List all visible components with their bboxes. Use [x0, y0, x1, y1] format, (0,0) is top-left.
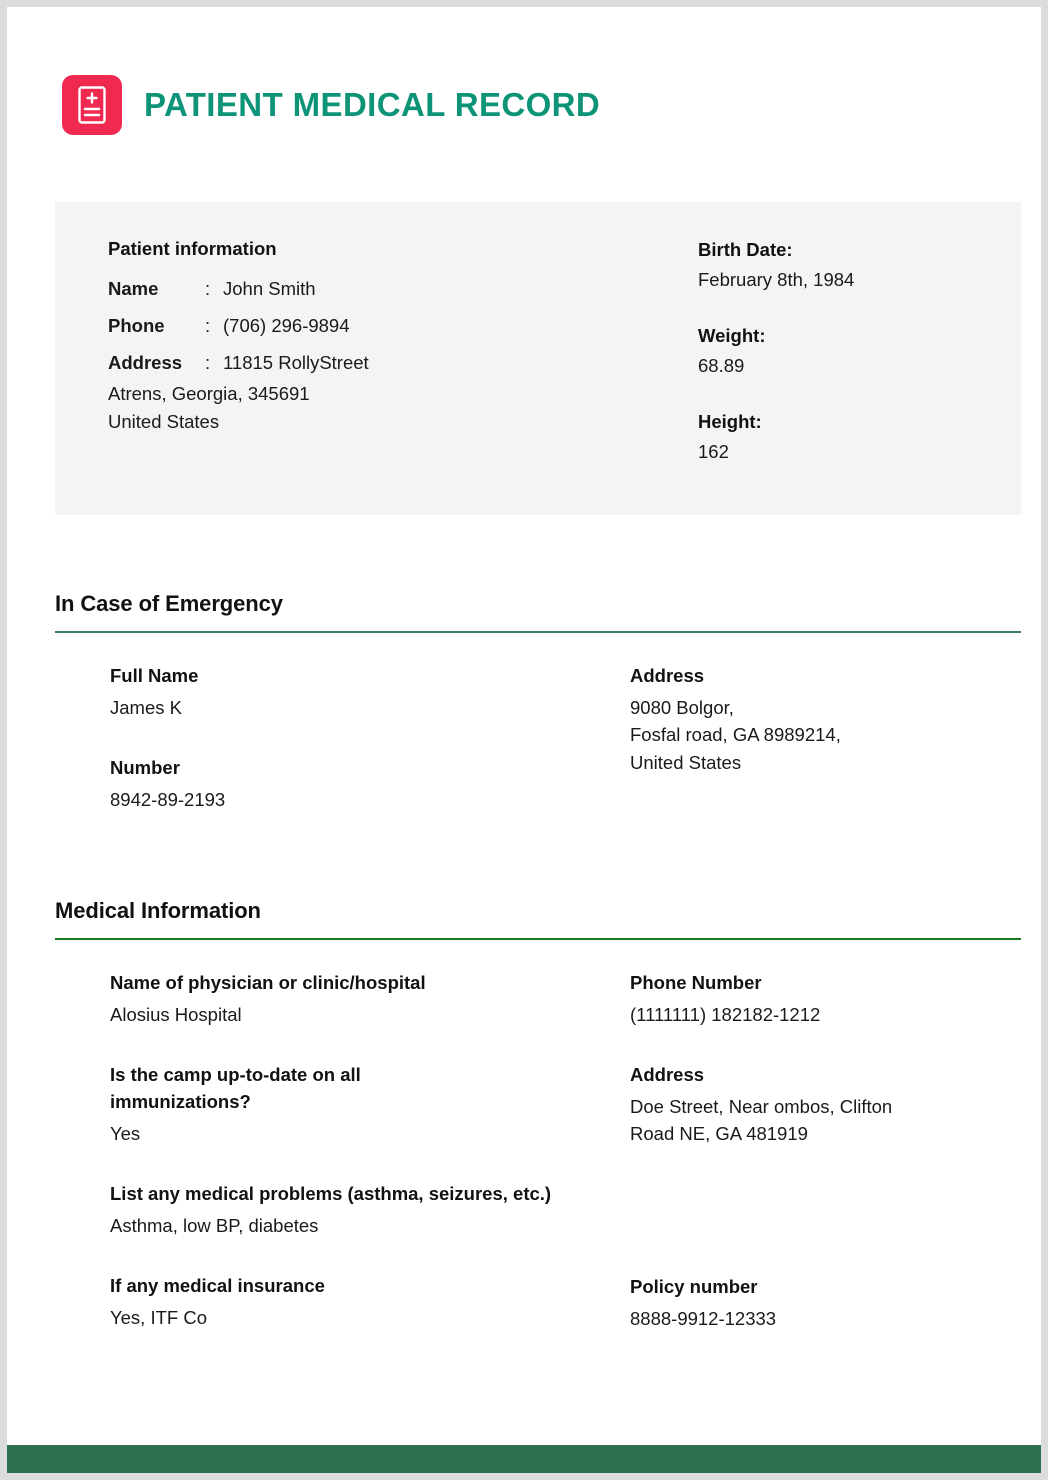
patient-name-label: Name — [108, 278, 159, 299]
medical-phone-value: (1111111) 182182-1212 — [630, 1003, 821, 1025]
patient-address-line-2: Atrens, Georgia, 345691 — [108, 383, 310, 404]
medical-address-line-2: Road NE, GA 481919 — [630, 1123, 808, 1145]
emergency-number-field — [110, 755, 630, 813]
emergency-address-line-3: United States — [630, 751, 742, 773]
medical-address-line-1: Doe Street, Near ombos, Clifton — [630, 1096, 893, 1117]
patient-name-value: John Smith — [223, 278, 316, 299]
emergency-number-value: 8942-89-2193 — [110, 789, 226, 810]
document-header — [62, 75, 600, 135]
patient-phone-row — [108, 315, 698, 337]
medical-phone-label: Phone Number — [630, 972, 762, 993]
medical-information-section-body — [55, 940, 1021, 1332]
physician-name-field — [110, 970, 630, 1028]
emergency-address-line-1: 9080 Bolgor, — [630, 696, 734, 718]
height-label: Height: — [698, 411, 762, 432]
medical-information-section — [55, 898, 1021, 1332]
immunizations-field — [110, 1062, 630, 1147]
footer-bar — [7, 1445, 1041, 1473]
medical-insurance-label: If any medical insurance — [110, 1275, 325, 1297]
patient-information-heading: Patient information — [108, 238, 277, 259]
height-value: 162 — [698, 441, 729, 462]
medical-address-label: Address — [630, 1064, 705, 1086]
patient-information-panel — [55, 202, 1021, 515]
emergency-address-field — [630, 663, 1021, 776]
medical-insurance-value: Yes, ITF Co — [110, 1307, 207, 1329]
policy-number-value: 8888-9912-12333 — [630, 1307, 777, 1329]
weight-label: Weight: — [698, 325, 766, 346]
physician-name-value: Alosius Hospital — [110, 1003, 242, 1025]
patient-phone-colon: : — [205, 315, 211, 336]
medical-right-column — [630, 970, 1021, 1332]
emergency-full-name-value: James K — [110, 696, 182, 718]
emergency-section — [55, 591, 1021, 813]
medical-problems-field — [110, 1181, 630, 1239]
patient-phone-label: Phone — [108, 315, 165, 336]
medical-phone-field — [630, 970, 1021, 1028]
medical-address-field — [630, 1062, 1021, 1148]
weight-block — [698, 325, 973, 377]
emergency-address-label: Address — [630, 665, 705, 686]
policy-number-label: Policy number — [630, 1275, 758, 1297]
patient-name-colon: : — [205, 278, 211, 299]
document-page — [7, 7, 1041, 1473]
birth-date-value: February 8th, 1984 — [698, 269, 855, 290]
medical-insurance-field — [110, 1273, 630, 1331]
patient-address-colon: : — [205, 352, 211, 373]
patient-name-row — [108, 278, 698, 300]
patient-address-label: Address — [108, 352, 183, 373]
emergency-address-line-2: Fosfal road, GA 8989214, — [630, 724, 841, 746]
emergency-section-body — [55, 633, 1021, 813]
immunizations-value: Yes — [110, 1122, 141, 1144]
emergency-full-name-field — [110, 663, 630, 721]
medical-left-column — [110, 970, 630, 1332]
medical-record-document-icon — [62, 75, 122, 135]
patient-vitals-column — [698, 238, 973, 515]
medical-problems-label: List any medical problems (asthma, seizures, etc.) — [110, 1183, 552, 1205]
medical-problems-value: Asthma, low BP, diabetes — [110, 1215, 319, 1236]
birth-date-label: Birth Date: — [698, 239, 793, 260]
medical-information-section-title: Medical Information — [55, 898, 261, 923]
birth-date-block — [698, 239, 973, 291]
emergency-left-column — [110, 663, 630, 813]
patient-address-line-3: United States — [108, 411, 220, 433]
policy-number-field — [630, 1274, 1021, 1332]
patient-phone-value: (706) 296-9894 — [223, 315, 350, 336]
physician-name-label: Name of physician or clinic/hospital — [110, 972, 426, 993]
emergency-right-column — [630, 663, 1021, 813]
page-title: PATIENT MEDICAL RECORD — [144, 86, 601, 123]
immunizations-label: Is the camp up-to-date on all immunizations? — [110, 1064, 361, 1112]
patient-information-column — [108, 238, 698, 515]
height-block — [698, 411, 973, 463]
emergency-number-label: Number — [110, 757, 180, 779]
patient-address-value: 11815 RollyStreet — [223, 352, 369, 373]
emergency-section-title: In Case of Emergency — [55, 591, 283, 616]
emergency-full-name-label: Full Name — [110, 665, 199, 686]
weight-value: 68.89 — [698, 355, 745, 376]
patient-address-row — [108, 352, 698, 374]
